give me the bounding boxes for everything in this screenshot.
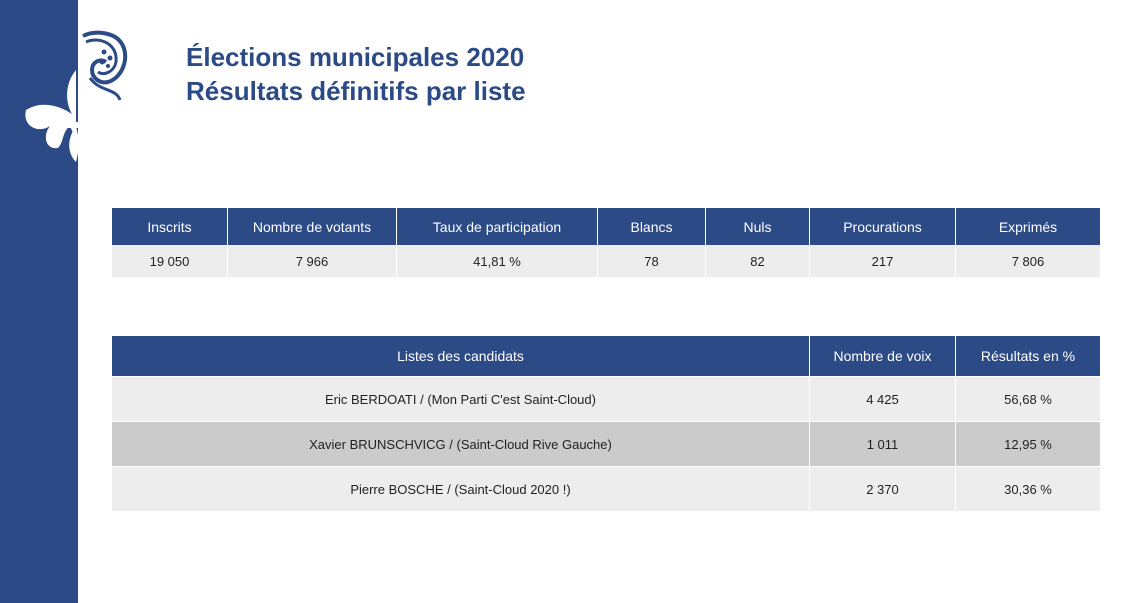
title-line-1: Élections municipales 2020 [186,42,525,72]
value-exprimes: 7 806 [956,245,1100,277]
table-row [112,466,1100,511]
value-procurations: 217 [810,245,956,277]
candidate-name: Eric BERDOATI / (Mon Parti C'est Saint-Cloud) [112,376,810,421]
value-inscrits: 19 050 [112,245,228,277]
candidate-name: Xavier BRUNSCHVICG / (Saint-Cloud Rive Gauche) [112,421,810,466]
vote-percent: 30,36 % [956,466,1100,511]
table-row [112,376,1100,421]
value-nuls: 82 [706,245,810,277]
results-table [112,336,1100,511]
summary-values-row [112,245,1100,277]
participation-summary-table [112,208,1100,277]
header-nuls: Nuls [706,208,810,245]
header-candidates: Listes des candidats [112,336,810,376]
candidate-name: Pierre BOSCHE / (Saint-Cloud 2020 !) [112,466,810,511]
header-blancs: Blancs [598,208,706,245]
value-votants: 7 966 [228,245,397,277]
header-procurations: Procurations [810,208,956,245]
page-title [186,40,526,108]
header-exprimes: Exprimés [956,208,1100,245]
value-blancs: 78 [598,245,706,277]
header-votes: Nombre de voix [810,336,956,376]
header-participation: Taux de participation [397,208,598,245]
vote-count: 4 425 [810,376,956,421]
title-line-2: Résultats définitifs par liste [186,76,526,106]
vote-count: 2 370 [810,466,956,511]
header-votants: Nombre de votants [228,208,397,245]
summary-header-row [112,208,1100,245]
results-header-row [112,336,1100,376]
header-inscrits: Inscrits [112,208,228,245]
vote-percent: 56,68 % [956,376,1100,421]
vote-count: 1 011 [810,421,956,466]
vote-percent: 12,95 % [956,421,1100,466]
table-row [112,421,1100,466]
header-percent: Résultats en % [956,336,1100,376]
value-participation: 41,81 % [397,245,598,277]
fleur-de-lis-logo [20,22,140,187]
